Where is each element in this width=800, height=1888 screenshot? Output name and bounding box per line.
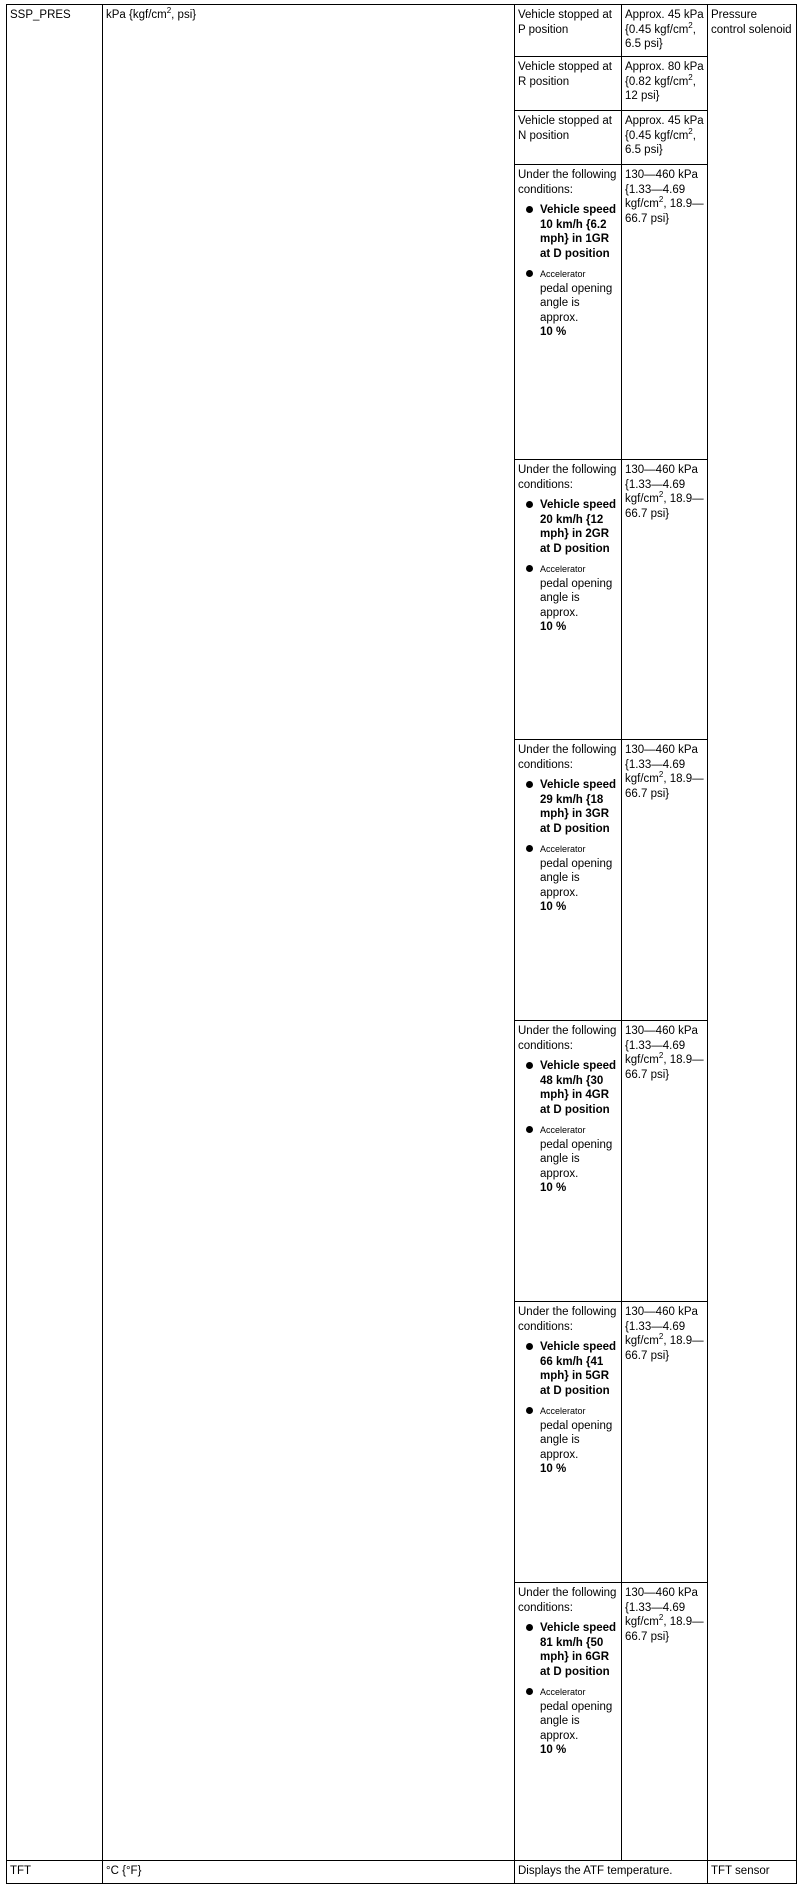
value-cell: Approx. 45 kPa {0.45 kgf/$cm^2$, 6.5 psi} [622, 111, 708, 165]
condition-intro: Under the following conditions: [518, 1306, 617, 1333]
accelerator-condition: Accelerator pedal opening angle is approx. 10 % [540, 267, 618, 340]
description-cell [515, 1861, 708, 1884]
condition-intro: Under the following conditions: [518, 464, 617, 491]
value-cell: Approx. 80 kPa {0.82 kgf/$cm^2$, 12 psi} [622, 57, 708, 111]
table-row [7, 5, 797, 57]
table-row [7, 1861, 797, 1884]
value-cell: 130—460 kPa {1.33—4.69 kgf/$cm^2$, 18.9—66.7 psi} [622, 460, 708, 740]
speed-condition: Vehicle speed 66 km/h {41 mph} in 5GR at D position [540, 1341, 617, 1397]
item-name-cell [7, 5, 103, 1861]
condition-cell [515, 165, 622, 460]
condition-cell [515, 740, 622, 1021]
item-name-cell [7, 1861, 103, 1884]
unit-label: °C {°F} [106, 1865, 142, 1877]
value-cell: 130—460 kPa {1.33—4.69 kgf/$cm^2$, 18.9—66.7 psi} [622, 1021, 708, 1302]
value-cell: 130—460 kPa {1.33—4.69 kgf/$cm^2$, 18.9—66.7 psi} [622, 740, 708, 1021]
speed-condition: Vehicle speed 10 km/h {6.2 mph} in 1GR at D position [540, 204, 617, 260]
condition-cell [515, 1302, 622, 1583]
value-cell: 130—460 kPa {1.33—4.69 kgf/$cm^2$, 18.9—66.7 psi} [622, 1302, 708, 1583]
condition-cell [515, 57, 622, 111]
data-monitor-table [6, 4, 797, 1884]
unit-cell [103, 5, 515, 1861]
condition-cell [515, 111, 622, 165]
item-name: TFT [10, 1865, 32, 1877]
value-cell: Approx. 45 kPa {0.45 kgf/$cm^2$, 6.5 psi} [622, 5, 708, 57]
condition-intro: Under the following conditions: [518, 744, 617, 771]
condition-text: Vehicle stopped at P position [518, 9, 612, 36]
accelerator-condition: Accelerator pedal opening angle is approx. 10 % [540, 1685, 618, 1758]
value-cell: 130—460 kPa {1.33—4.69 kgf/$cm^2$, 18.9—66.7 psi} [622, 1583, 708, 1861]
part-cell [708, 1861, 797, 1884]
condition-intro: Under the following conditions: [518, 1587, 617, 1614]
unit-label: kPa {$kgf/cm^2$, psi} [106, 6, 197, 21]
description-text: Displays the ATF temperature. [518, 1865, 673, 1877]
condition-cell [515, 460, 622, 740]
condition-text: Vehicle stopped at N position [518, 115, 612, 142]
condition-text: Vehicle stopped at R position [518, 61, 612, 88]
speed-condition: Vehicle speed 48 km/h {30 mph} in 4GR at D position [540, 1060, 617, 1116]
unit-cell [103, 1861, 515, 1884]
condition-cell [515, 1021, 622, 1302]
part-cell [708, 5, 797, 1861]
condition-cell [515, 5, 622, 57]
condition-cell [515, 1583, 622, 1861]
condition-intro: Under the following conditions: [518, 169, 617, 196]
item-name: SSP_PRES [10, 9, 71, 21]
part-name: TFT sensor [711, 1865, 770, 1877]
accelerator-condition: Accelerator pedal opening angle is approx. 10 % [540, 842, 618, 915]
speed-condition: Vehicle speed 29 km/h {18 mph} in 3GR at D position [540, 779, 617, 835]
accelerator-condition: Accelerator pedal opening angle is approx. 10 % [540, 1404, 618, 1477]
accelerator-condition: Accelerator pedal opening angle is approx. 10 % [540, 562, 618, 635]
condition-intro: Under the following conditions: [518, 1025, 617, 1052]
part-name: Pressure control solenoid [711, 9, 792, 36]
value-cell: 130—460 kPa {1.33—4.69 kgf/$cm^2$, 18.9—66.7 psi} [622, 165, 708, 460]
speed-condition: Vehicle speed 81 km/h {50 mph} in 6GR at D position [540, 1622, 617, 1678]
speed-condition: Vehicle speed 20 km/h {12 mph} in 2GR at D position [540, 499, 617, 555]
accelerator-condition: Accelerator pedal opening angle is approx. 10 % [540, 1123, 618, 1196]
